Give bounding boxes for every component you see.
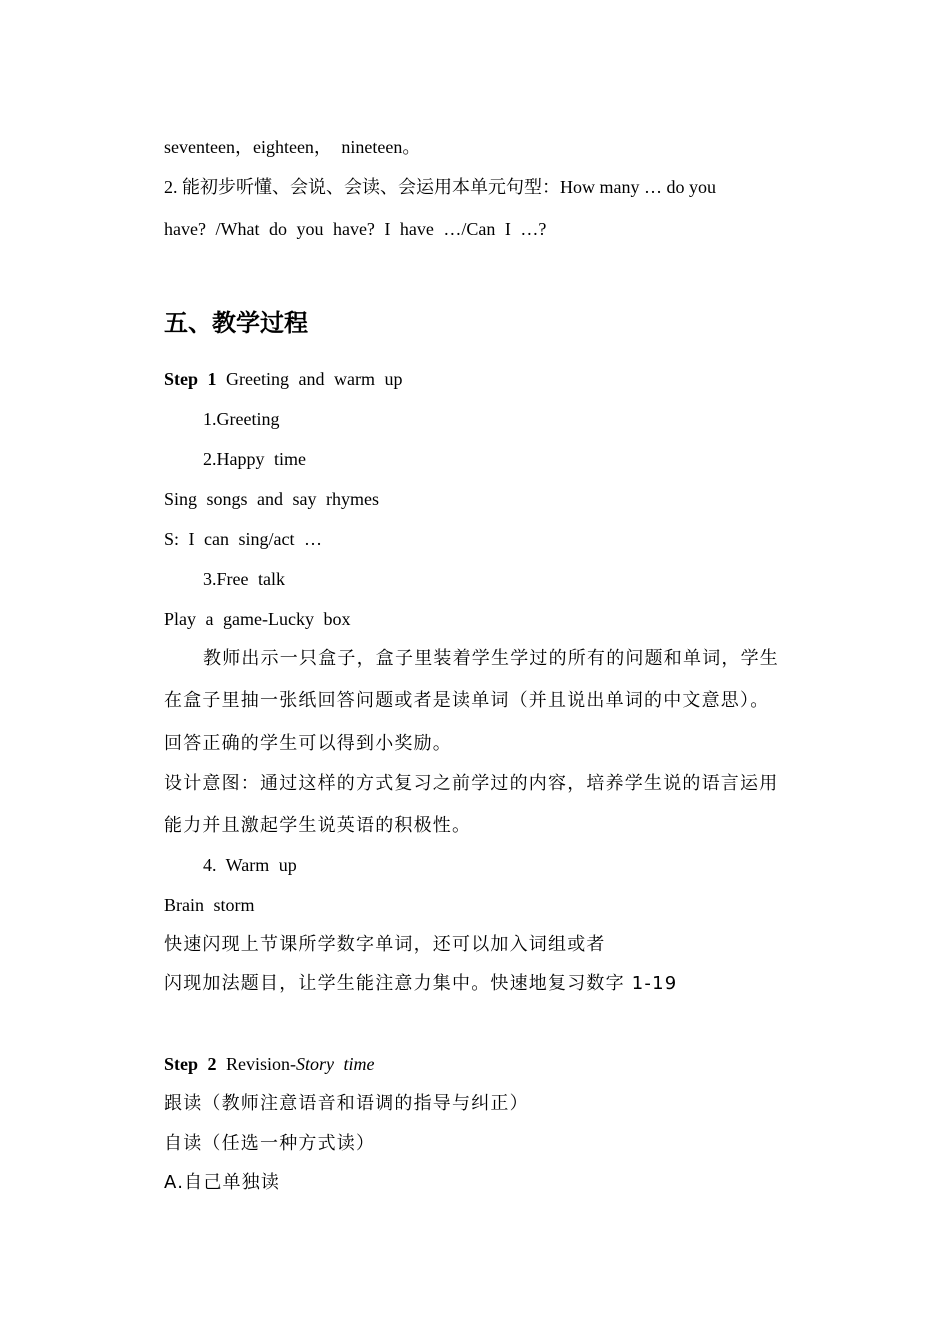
- step-1-title: Greeting and warm up: [226, 369, 403, 389]
- step-1-heading: [164, 368, 402, 390]
- self-read-line: 自读（任选一种方式读）: [164, 1133, 376, 1154]
- step-2-title-italic: Story time: [296, 1054, 375, 1074]
- greeting-item: 1.Greeting: [203, 409, 280, 429]
- game-description-line-3: 回答正确的学生可以得到小奖励。: [164, 733, 452, 754]
- step-2-label: Step 2: [164, 1054, 217, 1074]
- objective-2-text: 2. 能初步听懂、会说、会读、会运用本单元句型：How many … do you: [164, 177, 716, 197]
- step-2-heading: [164, 1053, 375, 1075]
- warm-up-item: 4. Warm up: [203, 855, 297, 875]
- lucky-box-line: Play a game-Lucky box: [164, 609, 351, 629]
- step-2-title-prefix: Revision-: [226, 1054, 297, 1074]
- step-2-title: [226, 1054, 375, 1074]
- read-alone-line: A.自己单独读: [164, 1172, 281, 1193]
- follow-read-line: 跟读（教师注意语音和语调的指导与纠正）: [164, 1093, 529, 1114]
- numbers-line: seventeen，eighteen， nineteen。: [164, 137, 421, 157]
- game-description-line-2: 在盒子里抽一张纸回答问题或者是读单词（并且说出单词的中文意思）。: [164, 690, 770, 711]
- objective-2-line-1: [164, 176, 786, 198]
- student-line: S: I can sing/act …: [164, 529, 322, 549]
- objective-2-line-2: have? /What do you have? I have …/Can I …?: [164, 219, 547, 239]
- flash-line-2: 闪现加法题目，让学生能注意力集中。快速地复习数字 1-19: [164, 973, 678, 994]
- flash-line-1: 快速闪现上节课所学数字单词，还可以加入词组或者: [164, 934, 606, 955]
- section-heading: 五、教学过程: [164, 309, 308, 337]
- sing-songs-line: Sing songs and say rhymes: [164, 489, 379, 509]
- design-intent-line-2: 能力并且激起学生说英语的积极性。: [164, 815, 472, 836]
- game-description-line-1: 教师出示一只盒子，盒子里装着学生学过的所有的问题和单词，学生: [203, 648, 779, 669]
- step-1-label: Step 1: [164, 369, 217, 389]
- brain-storm-line: Brain storm: [164, 895, 255, 915]
- free-talk-item: 3.Free talk: [203, 569, 285, 589]
- happy-time-item: 2.Happy time: [203, 449, 306, 469]
- design-intent-line-1: 设计意图：通过这样的方式复习之前学过的内容，培养学生说的语言运用: [164, 773, 779, 794]
